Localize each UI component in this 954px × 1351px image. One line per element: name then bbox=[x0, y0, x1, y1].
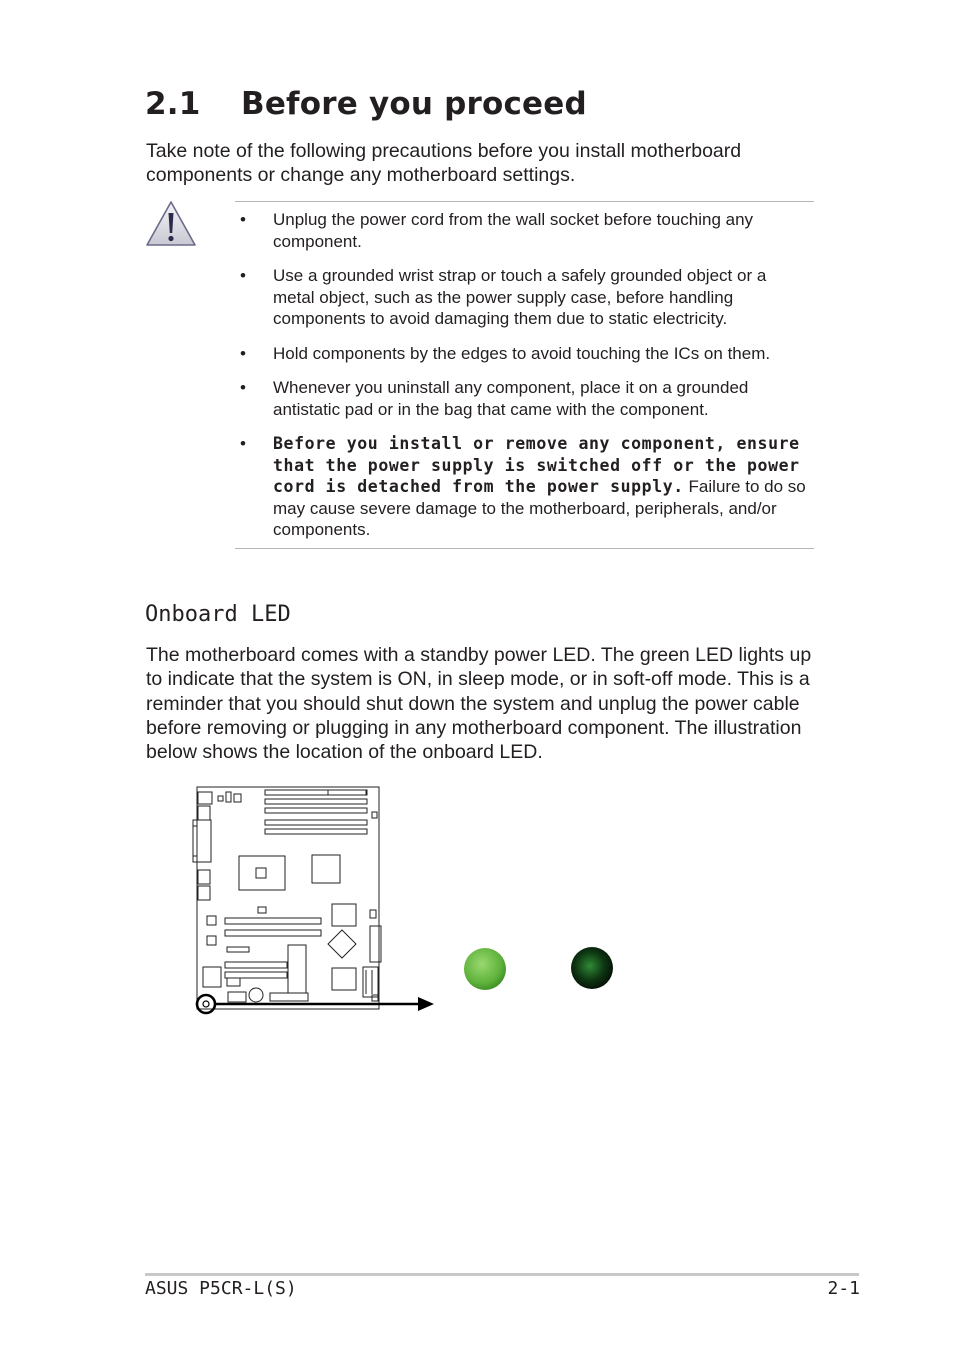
caution-item bbox=[240, 209, 810, 252]
led-indicator-diagram bbox=[460, 944, 620, 994]
caution-item-strong-text: Before you install or remove any component, ensure that the power supply is switched off or the power cord is detached from the power supply. bbox=[273, 434, 800, 496]
caution-item-text: Hold components by the edges to avoid touching the ICs on them. bbox=[273, 343, 771, 363]
footer-product-name: ASUS P5CR-L(S) bbox=[145, 1278, 297, 1299]
caution-item-text: Failure to do so may cause severe damage to the motherboard, peripherals, and/or components. bbox=[273, 477, 806, 539]
caution-list bbox=[240, 209, 810, 554]
section-title bbox=[145, 86, 587, 122]
intro-paragraph: Take note of the following precautions before you install motherboard components or change any motherboard settings. bbox=[146, 140, 742, 186]
onboard-led-paragraph: The motherboard comes with a standby power LED. The green LED lights up to indicate that the system is ON, in sleep mode, or in soft-off mode. This is a reminder that you should shut down the system and unplug the power cable before removing or plugging in any motherboard component. The illustration below shows the location of the onboard LED. bbox=[146, 644, 812, 764]
caution-item-text: Whenever you uninstall any component, place it on a grounded antistatic pad or in the bag that came with the component. bbox=[273, 378, 749, 419]
caution-top-rule bbox=[235, 201, 814, 202]
led-off-indicator bbox=[571, 947, 613, 989]
caution-item-text: Unplug the power cord from the wall socket before touching any component. bbox=[273, 210, 754, 251]
section-title-text: Before you proceed bbox=[241, 86, 587, 122]
caution-item bbox=[240, 433, 810, 541]
caution-item-text: Use a grounded wrist strap or touch a safely grounded object or a metal object, such as the power supply case, before handling components to avoid damaging them due to static electricity. bbox=[273, 266, 767, 328]
motherboard-layout-diagram bbox=[190, 782, 440, 1018]
caution-icon bbox=[145, 200, 197, 248]
caution-item bbox=[240, 343, 810, 365]
footer-rule bbox=[145, 1273, 859, 1276]
caution-item bbox=[240, 377, 810, 420]
caution-item bbox=[240, 265, 810, 330]
onboard-led-heading: Onboard LED bbox=[145, 602, 291, 627]
footer-page-number: 2-1 bbox=[827, 1278, 860, 1299]
led-on-indicator bbox=[464, 948, 506, 990]
section-number: 2.1 bbox=[145, 86, 201, 122]
